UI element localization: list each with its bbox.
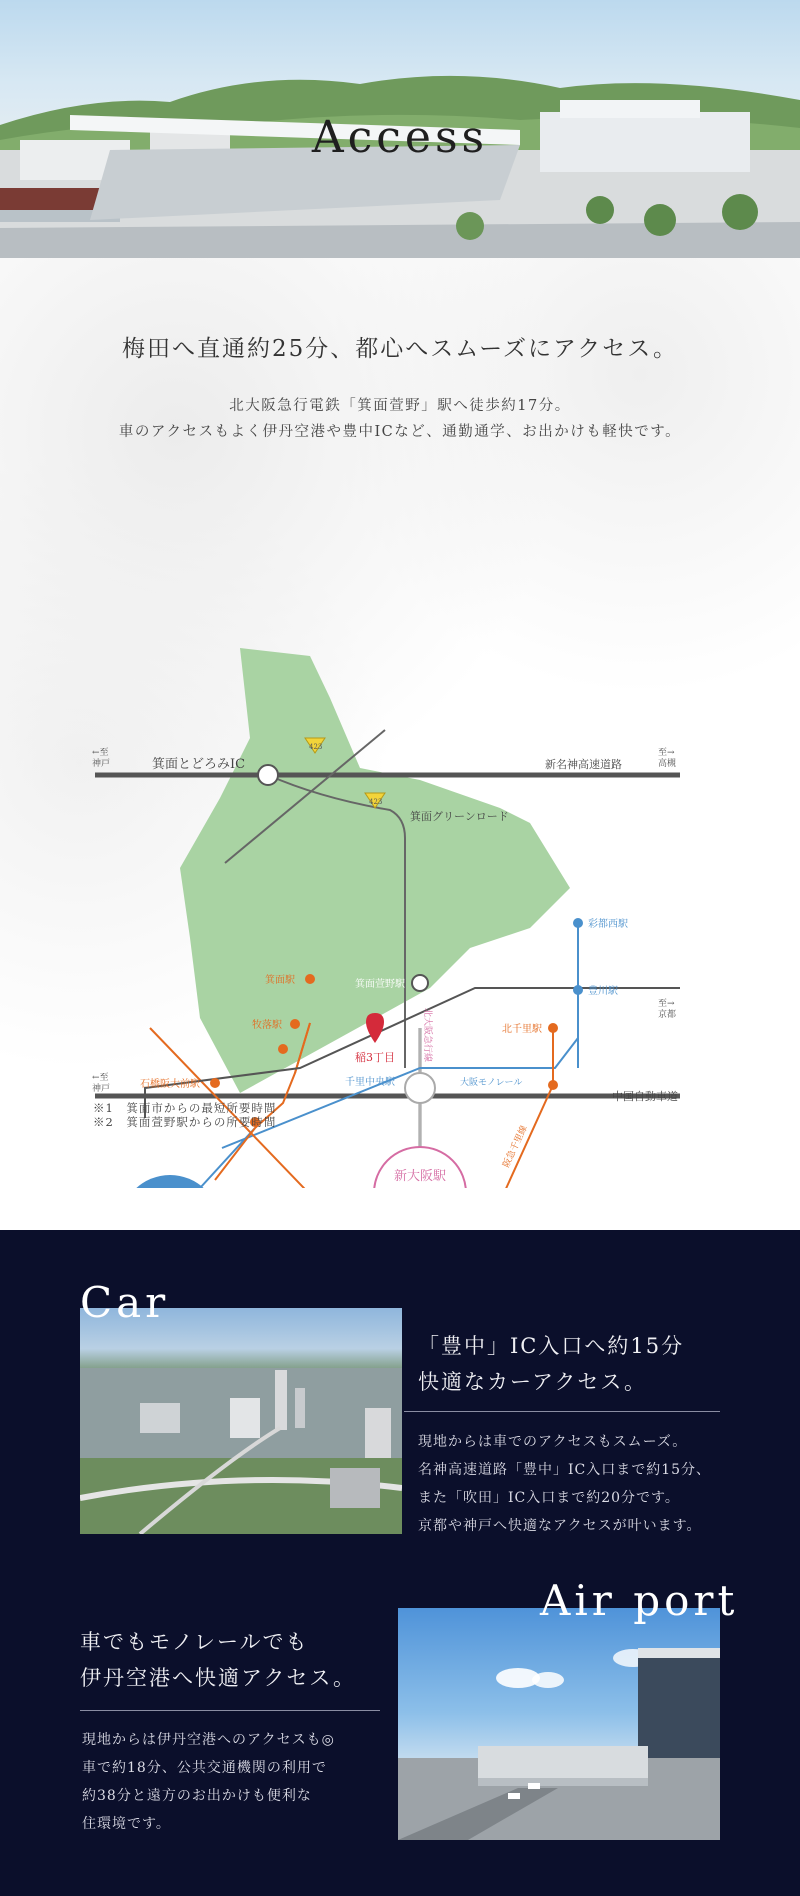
label-hankyu-senri: 阪急千里線 (501, 1124, 530, 1170)
access-intro (0, 258, 800, 1228)
kayano-station (412, 975, 428, 991)
label-kayano: 箕面萱野駅 (355, 979, 405, 990)
label-expressway: 新名神高速道路 (545, 758, 622, 771)
route-423-label-b: 423 (369, 798, 383, 806)
label-saito: 彩都西駅 (588, 919, 628, 930)
airport-title: Air port (540, 1576, 739, 1625)
airport-photo (398, 1608, 720, 1840)
airport-heading-2: 伊丹空港へ快適アクセス。 (80, 1666, 356, 1690)
route-423-label-a: 423 (309, 743, 323, 751)
label-minoo: 箕面駅 (265, 975, 295, 986)
access-map (0, 468, 800, 1188)
label-ishibashi: 石橋阪大前駅 (140, 1079, 200, 1090)
airport-link (200, 1128, 255, 1188)
note-1: ※1 箕面市からの最短所要時間 (93, 1101, 277, 1115)
label-green-road: 箕面グリーンロード (410, 810, 509, 823)
intro-line-2: 車のアクセスもよく伊丹空港や豊中ICなど、通勤通学、お出かけも軽快です。 (118, 424, 682, 440)
access-headline: 梅田へ直通約25分、都心へスムーズにアクセス。 (122, 336, 678, 362)
label-west-bottom-2: 神戸 (92, 1084, 111, 1094)
airport-body-1: 現地からは伊丹空港へのアクセスも◎ (82, 1732, 335, 1748)
senrichuo-station (405, 1073, 435, 1103)
label-site: 稲3丁目 (355, 1051, 395, 1064)
car-body-3: また「吹田」IC入口まで約20分です。 (418, 1490, 680, 1506)
car-heading-1: 「豊中」IC入口へ約15分 (418, 1334, 685, 1358)
intro-line-1: 北大阪急行電鉄「箕面萱野」駅へ徒歩約17分。 (229, 398, 571, 414)
label-east-top-2: 高槻 (658, 759, 677, 769)
label-ic: 箕面とどろみIC (152, 757, 246, 772)
label-kitasenri: 北千里駅 (502, 1024, 542, 1035)
label-west-bottom-1: ←至 (92, 1073, 109, 1083)
airport-body-2: 車で約18分、公共交通機関の利用で (82, 1760, 327, 1776)
label-west-top-1: ←至 (92, 748, 109, 758)
car-body-4: 京都や神戸へ快適なアクセスが叶います。 (418, 1518, 702, 1534)
note-2: ※2 箕面萱野駅からの所要時間 (93, 1115, 277, 1129)
label-east-mid-1: 至→ (658, 999, 675, 1009)
label-makiochi: 牧落駅 (252, 1020, 282, 1031)
shinosaka-name: 新大阪駅 (393, 1169, 447, 1184)
car-body-1: 現地からは車でのアクセスもスムーズ。 (418, 1434, 688, 1450)
label-chugoku: 中国自動車道 (612, 1090, 678, 1103)
car-photo (80, 1308, 402, 1534)
label-toyokawa: 豊川駅 (588, 986, 618, 997)
shinosaka-badge (374, 1147, 466, 1188)
label-midosuji: 北大阪急行線 (422, 1008, 432, 1063)
airport-divider (80, 1710, 380, 1711)
airport-body-4: 住環境です。 (82, 1816, 171, 1832)
car-title: Car (80, 1278, 170, 1327)
ic-junction (258, 765, 278, 785)
car-divider (404, 1411, 720, 1412)
car-body-2: 名神高速道路「豊中」IC入口まで約15分、 (418, 1462, 712, 1478)
airport-body-3: 約38分と遠方のお出かけも便利な (82, 1788, 312, 1804)
label-east-mid-2: 京都 (658, 1010, 677, 1020)
page-title: Access (311, 112, 489, 163)
transport-section (0, 1230, 800, 1896)
site-pin (366, 1013, 384, 1043)
hero-banner (0, 0, 800, 258)
label-monorail: 大阪モノレール (460, 1078, 523, 1088)
label-west-top-2: 神戸 (92, 759, 111, 769)
airport-heading-1: 車でもモノレールでも (80, 1630, 309, 1654)
car-heading-2: 快適なカーアクセス。 (418, 1370, 647, 1394)
label-senrichuo: 千里中央駅 (345, 1077, 395, 1088)
label-east-top-1: 至→ (658, 748, 675, 758)
